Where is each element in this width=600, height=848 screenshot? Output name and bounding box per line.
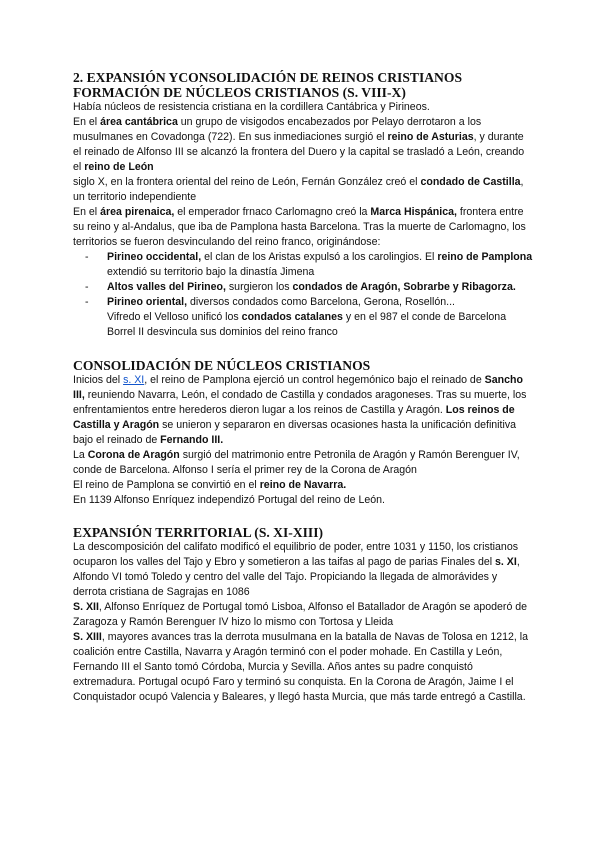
link-s-xi[interactable]: s. XI bbox=[123, 374, 145, 386]
bullet-list bbox=[73, 250, 533, 340]
paragraph: En el área cantábrica un grupo de visigodos encabezados por Pelayo derrotaron a los musulmanes en Covadonga (722). En sus inmediaciones surgió el reino de Asturias, y durante el reinado de Alfonso III se alcanzó la frontera del Duero y la capital se trasladó a León, creando el reino de León bbox=[73, 116, 525, 173]
paragraph: En 1139 Alfonso Enríquez independizó Portugal del reino de León. bbox=[73, 494, 385, 506]
list-item: - Pirineo occidental, el clan de los Aristas expulsó a los carolingios. El reino de Pamplona extendió su territorio bajo la dinastía Jimena bbox=[107, 250, 533, 280]
paragraph: S. XIII, mayores avances tras la derrota musulmana en la batalla de Navas de Tolosa en 1212, la coalición entre Castilla, Navarra y Aragón terminó con el poder mohade. En Castilla y León, Fernando III el Santo tomó Córdoba, Murcia y Sevilla. Años antes su padre conquistó extremadura. Portugal ocupó Faro y terminó su conquista. En la Corona de Aragón, Jaime I el Conquistador ocupó Valencia y Baleares, y llegó hasta Murcia, que más tarde entregó a Castilla. bbox=[73, 631, 529, 703]
section-heading-expansion-territorial: EXPANSIÓN TERRITORIAL (S. XI-XIII) bbox=[73, 525, 324, 540]
list-item: - Altos valles del Pirineo, surgieron los condados de Aragón, Sobrarbe y Ribagorza. bbox=[107, 280, 533, 295]
paragraph: La descomposición del califato modificó el equilibrio de poder, entre 1031 y 1150, los cristianos ocuparon los valles del Tajo y Ebro y sometieron a las taifas al pago de parias Finales del s. XI, Alfondo VI tomó Toledo y centro del valle del Tajo. Propiciando la llegada de almorávides y derrota cristiana de Sagrajas en 1086 bbox=[73, 541, 520, 598]
paragraph: S. XII, Alfonso Enríquez de Portugal tomó Lisboa, Alfonso el Batallador de Aragón se apoderó de Zaragoza y Ramón Berenguer IV hizo lo mismo con Tortosa y Lleida bbox=[73, 601, 528, 628]
paragraph: Inicios del s. XI, el reino de Pamplona ejerció un control hegemónico bajo el reinado de Sancho III, reuniendo Navarra, León, el condado de Castilla y condados aragoneses. Tras su muerte, los enfrentamientos entre herederos dieron lugar a los reinos de Castilla y Aragón. Los reinos de Castilla y Aragón se unieron y separaron en diversas ocasiones hasta la unificación definitiva bajo el reinado de Fernando III. bbox=[73, 374, 527, 446]
document-content bbox=[73, 70, 533, 705]
paragraph: En el área pirenaica, el emperador frnaco Carlomagno creó la Marca Hispánica, frontera entre su reino y al-Andalus, que iba de Pamplona hasta Barcelona. Tras la muerte de Carlomagno, los territorios se fueron desvinculando del reino franco, originándose: bbox=[73, 206, 526, 248]
section-heading-consolidacion: CONSOLIDACIÓN DE NÚCLEOS CRISTIANOS bbox=[73, 358, 371, 373]
paragraph: La Corona de Aragón surgió del matrimonio entre Petronila de Aragón y Ramón Berenguer IV, conde de Barcelona. Alfonso I sería el primer rey de la Corona de Aragón bbox=[73, 449, 520, 476]
paragraph: El reino de Pamplona se convirtió en el reino de Navarra. bbox=[73, 479, 347, 491]
paragraph: siglo X, en la frontera oriental del reino de León, Fernán González creó el condado de Castilla, un territorio independiente bbox=[73, 176, 524, 203]
list-item: - Pirineo oriental, diversos condados como Barcelona, Gerona, Rosellón... Vifredo el Velloso unificó los condados catalanes y en el 987 el conde de Barcelona Borrel II desvincula sus dominios del reino franco bbox=[107, 295, 533, 340]
section-heading-expansion: 2. EXPANSIÓN YCONSOLIDACIÓN DE REINOS CRISTIANOS FORMACIÓN DE NÚCLEOS CRISTIANOS (S. VIII-X) bbox=[73, 70, 463, 100]
paragraph: Había núcleos de resistencia cristiana en la cordillera Cantábrica y Pirineos. bbox=[73, 101, 430, 113]
